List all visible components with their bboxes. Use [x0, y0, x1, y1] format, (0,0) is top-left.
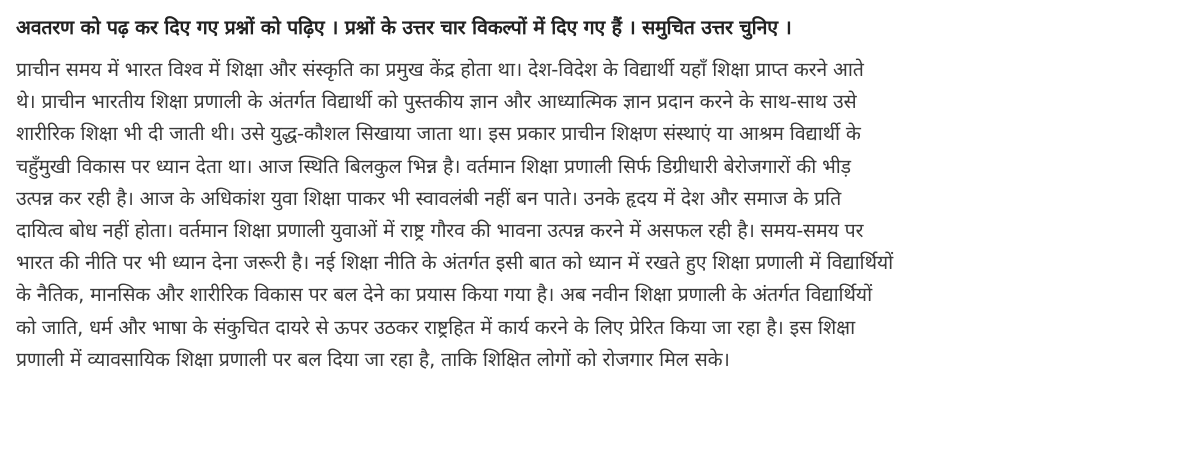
passage-line: शारीरिक शिक्षा भी दी जाती थी। उसे युद्ध-कौशल सिखाया जाता था। इस प्रकार प्राचीन शिक्षण संस्थाएं या आश्रम विद्यार्थी के [16, 122, 861, 146]
passage-line: दायित्व बोध नहीं होता। वर्तमान शिक्षा प्रणाली युवाओं में राष्ट्र गौरव की भावना उत्पन्न करने में असफल रही है। समय-समय पर [16, 219, 864, 243]
passage-paragraph [16, 54, 1166, 376]
passage-line: प्रणाली में व्यावसायिक शिक्षा प्रणाली पर बल दिया जा रहा है, ताकि शिक्षित लोगों को रोजगार मिल सके। [16, 347, 730, 371]
passage-line: भारत की नीति पर भी ध्यान देना जरूरी है। नई शिक्षा नीति के अंतर्गत इसी बात को ध्यान में रखते हुए शिक्षा प्रणाली में विद्यार्थियों [16, 251, 893, 275]
passage-line: थे। प्राचीन भारतीय शिक्षा प्रणाली के अंतर्गत विद्यार्थी को पुस्तकीय ज्ञान और आध्यात्मिक ज्ञान प्रदान करने के साथ-साथ उसे [16, 90, 857, 114]
passage-line: को जाति, धर्म और भाषा के संकुचित दायरे से ऊपर उठकर राष्ट्रहित में कार्य करने के लिए प्रेरित किया जा रहा है। इस शिक्षा [16, 315, 855, 339]
question-instruction: अवतरण को पढ़ कर दिए गए प्रश्नों को पढ़िए । प्रश्नों के उत्तर चार विकल्पों में दिए गए हैं । समुचित उत्तर चुनिए । [16, 16, 792, 39]
passage-line: प्राचीन समय में भारत विश्व में शिक्षा और संस्कृति का प्रमुख केंद्र होता था। देश-विदेश के विद्यार्थी यहाँ शिक्षा प्राप्त करने आते [16, 58, 864, 81]
passage-line: के नैतिक, मानसिक और शारीरिक विकास पर बल देने का प्रयास किया गया है। अब नवीन शिक्षा प्रणाली के अंतर्गत विद्यार्थियों [16, 283, 872, 307]
document [16, 12, 1166, 376]
passage-line: उत्पन्न कर रही है। आज के अधिकांश युवा शिक्षा पाकर भी स्वावलंबी नहीं बन पाते। उनके हृदय में देश और समाज के प्रति [16, 186, 842, 210]
passage-line: चहुँमुखी विकास पर ध्यान देता था। आज स्थिति बिलकुल भिन्न है। वर्तमान शिक्षा प्रणाली सिर्फ डिग्रीधारी बेरोजगारों की भीड़ [16, 154, 851, 178]
